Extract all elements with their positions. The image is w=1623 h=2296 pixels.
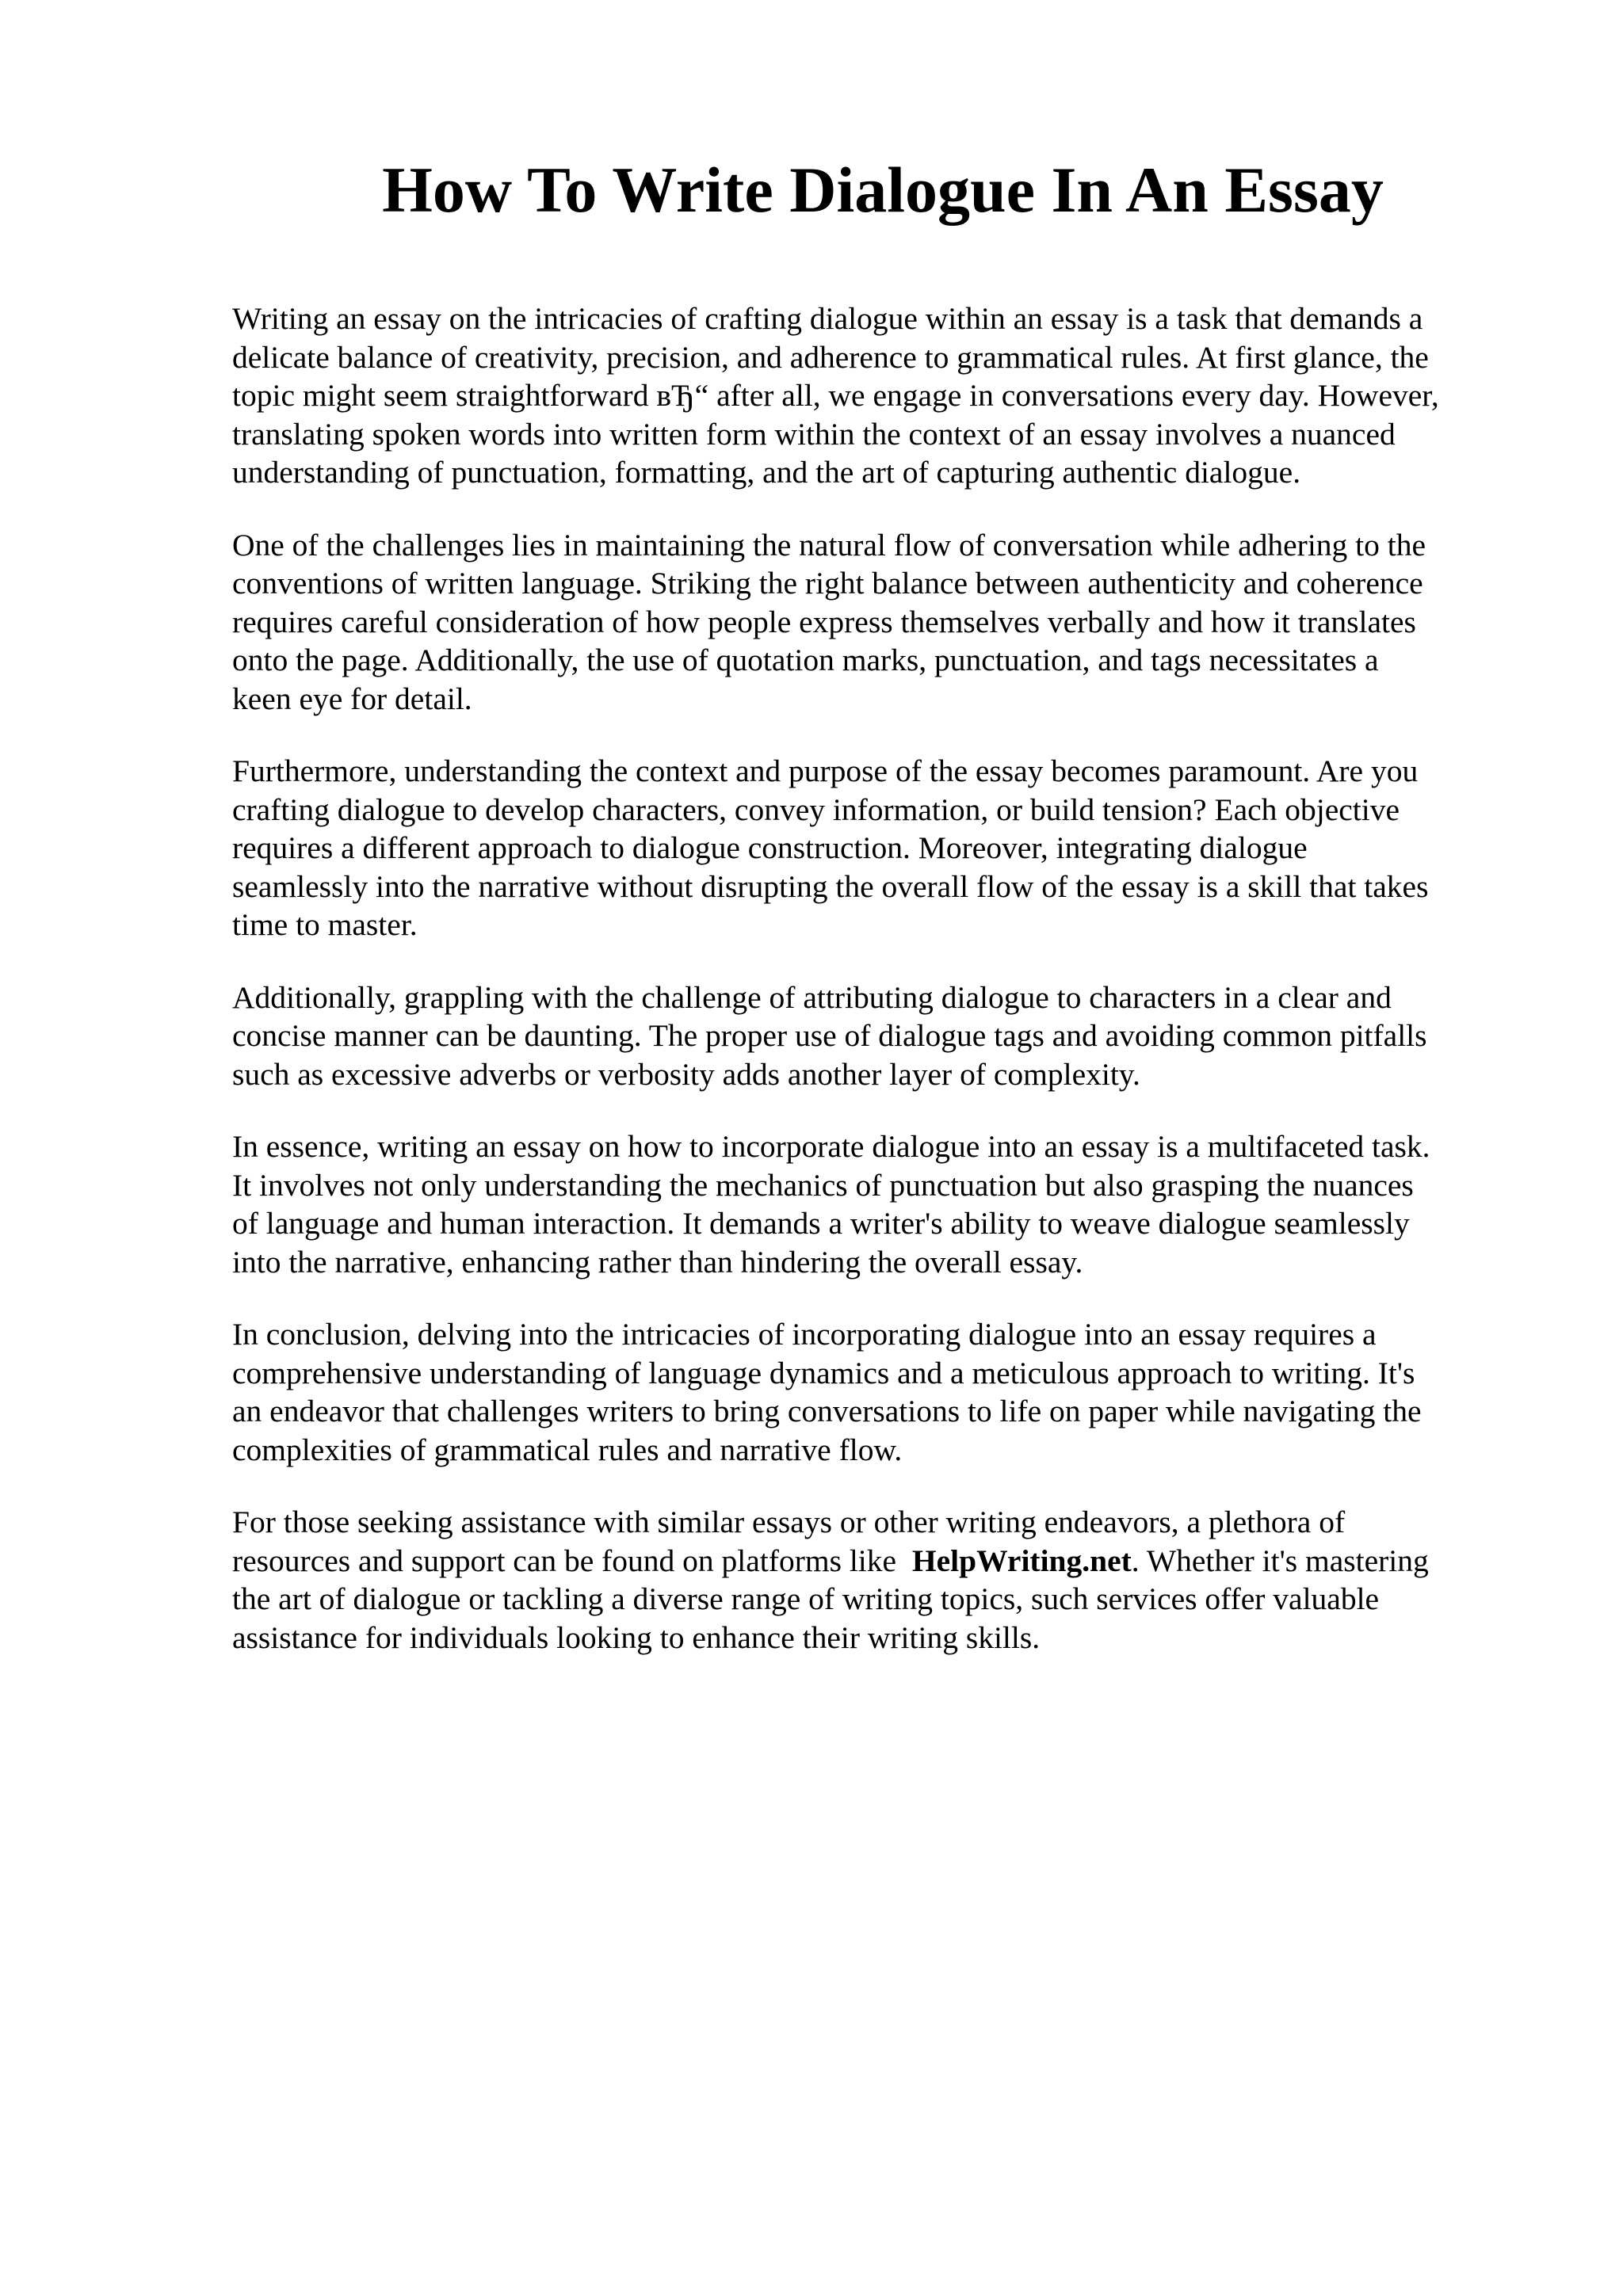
text-line: time to master.: [232, 907, 418, 942]
text-line: translating spoken words into written form within the context of an essay involves a nuanced: [232, 416, 1396, 452]
text-line: of language and human interaction. It demands a writer's ability to weave dialogue seamlessly: [232, 1206, 1410, 1241]
text-segment: resources and support can be found on platforms like: [232, 1543, 904, 1578]
text-line: It involves not only understanding the mechanics of punctuation but also grasping the nuances: [232, 1167, 1414, 1203]
text-line: In conclusion, delving into the intricacies of incorporating dialogue into an essay requires a: [232, 1317, 1377, 1352]
text-line: topic might seem straightforward вЂ“ after all, we engage in conversations every day. However,: [232, 378, 1439, 413]
paragraph-3: [232, 752, 1508, 944]
text-line: One of the challenges lies in maintaining the natural flow of conversation while adhering to the: [232, 527, 1426, 563]
text-line: such as excessive adverbs or verbosity adds another layer of complexity.: [232, 1056, 1140, 1092]
document-title: How To Write Dialogue In An Essay: [382, 154, 1384, 226]
text-line: requires a different approach to dialogue construction. Moreover, integrating dialogue: [232, 830, 1308, 865]
text-line: Writing an essay on the intricacies of crafting dialogue within an essay is a task that demands a: [232, 301, 1423, 336]
text-line: Furthermore, understanding the context and purpose of the essay becomes paramount. Are you: [232, 753, 1419, 788]
helpwriting-brand-link[interactable]: HelpWriting.net: [911, 1543, 1132, 1578]
text-line: In essence, writing an essay on how to incorporate dialogue into an essay is a multifaceted task.: [232, 1129, 1430, 1164]
text-line: complexities of grammatical rules and narrative flow.: [232, 1432, 903, 1467]
text-line: [232, 1542, 1508, 1581]
text-line: the art of dialogue or tackling a diverse range of writing topics, such services offer valuable: [232, 1581, 1380, 1616]
paragraph-2: [232, 526, 1508, 719]
text-line: Additionally, grappling with the challenge of attributing dialogue to characters in a clear and: [232, 979, 1392, 1015]
text-line: onto the page. Additionally, the use of quotation marks, punctuation, and tags necessitates a: [232, 643, 1379, 677]
text-line: assistance for individuals looking to enhance their writing skills.: [232, 1619, 1041, 1655]
document-body: [232, 299, 1508, 1691]
text-line: understanding of punctuation, formatting, and the art of capturing authentic dialogue.: [232, 455, 1301, 490]
paragraph-6: [232, 1315, 1508, 1469]
paragraph-4: [232, 978, 1508, 1094]
text-line: seamlessly into the narrative without disrupting the overall flow of the essay is a skill that takes: [232, 868, 1429, 904]
text-line: requires careful consideration of how people express themselves verbally and how it translates: [232, 604, 1416, 639]
text-line: comprehensive understanding of language dynamics and a meticulous approach to writing. It's: [232, 1355, 1415, 1390]
text-line: concise manner can be daunting. The proper use of dialogue tags and avoiding common pitfalls: [232, 1018, 1427, 1053]
paragraph-7: [232, 1503, 1508, 1657]
text-line: conventions of written language. Striking the right balance between authenticity and coherence: [232, 566, 1423, 601]
text-segment: . Whether it's mastering: [1131, 1543, 1429, 1578]
text-line: an endeavor that challenges writers to bring conversations to life on paper while navigating the: [232, 1394, 1422, 1428]
text-line: keen eye for detail.: [232, 681, 472, 716]
paragraph-5: [232, 1127, 1508, 1281]
text-line: crafting dialogue to develop characters, convey information, or build tension? Each objective: [232, 791, 1400, 827]
text-line: delicate balance of creativity, precision, and adherence to grammatical rules. At first glance, the: [232, 339, 1429, 375]
paragraph-1: [232, 299, 1508, 492]
text-line: For those seeking assistance with similar essays or other writing endeavors, a plethora of: [232, 1505, 1346, 1539]
text-line: into the narrative, enhancing rather than hindering the overall essay.: [232, 1244, 1083, 1280]
